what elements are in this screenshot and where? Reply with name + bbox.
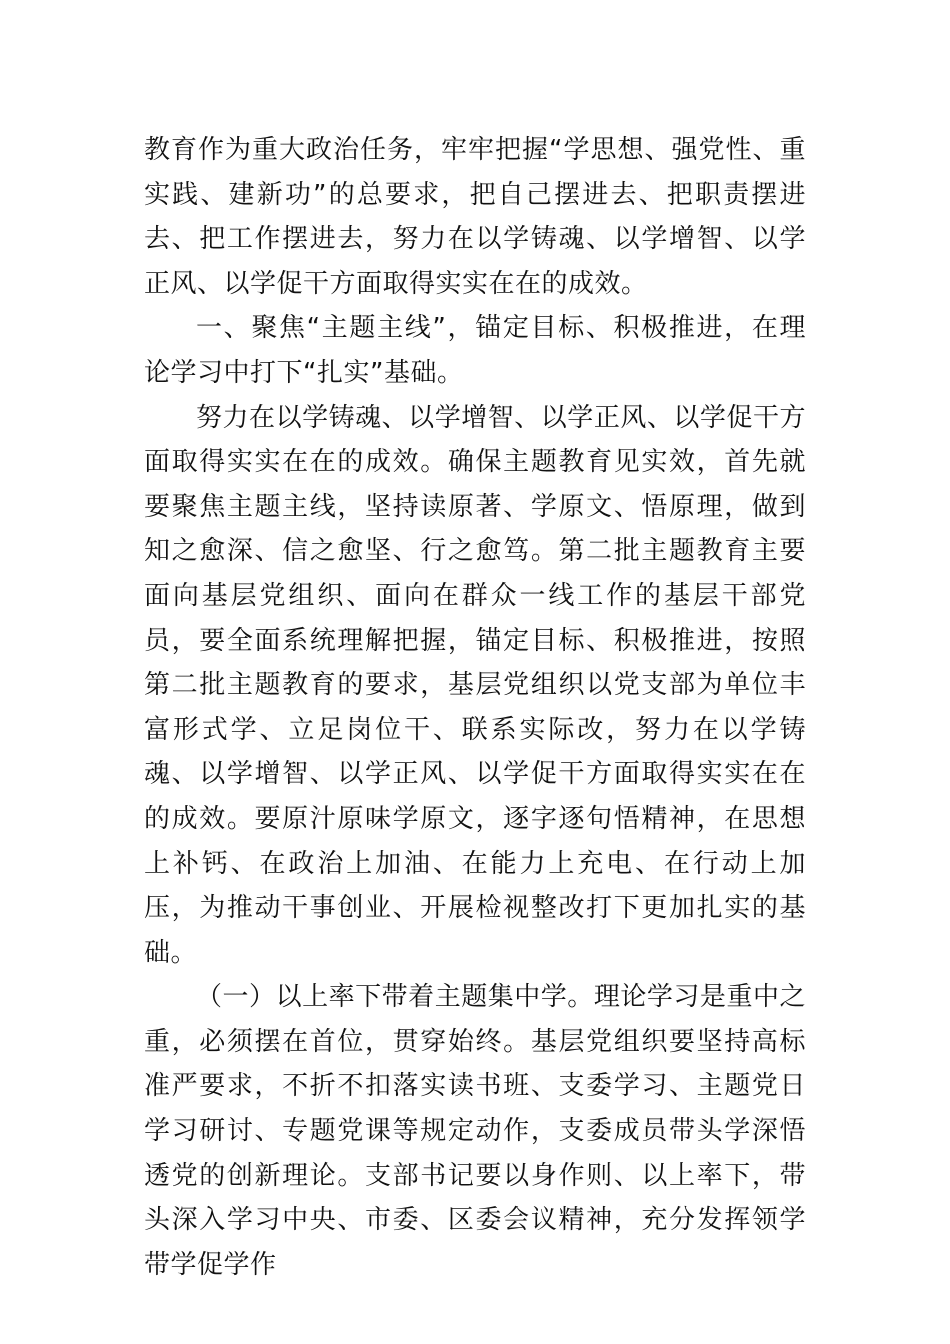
paragraph-body: 努力在以学铸魂、以学增智、以学正风、以学促干方面取得实实在在的成效。确保主题教育见实效，首先就要聚焦主题主线，坚持读原著、学原文、悟原理，做到知之愈深、信之愈坚、行之愈笃。第二批主题教育主要面向基层党组织、面向在群众一线工作的基层干部党员，要全面系统理解把握，锚定目标、积极推进，按照第二批主题教育的要求，基层党组织以党支部为单位丰富形式学、立足岗位干、联系实际改，努力在以学铸魂、以学增智、以学正风、以学促干方面取得实实在在的成效。要原汁原味学原文，逐字逐句悟精神，在思想上补钙、在政治上加油、在能力上充电、在行动上加压，为推动干事创业、开展检视整改打下更加扎实的基础。 (144, 402, 806, 968)
section-heading-1: 一、聚焦“主题主线”，锚定目标、积极推进，在理论学习中打下“扎实”基础。 (144, 313, 806, 388)
paragraph-continuation: 教育作为重大政治任务，牢牢把握“学思想、强党性、重实践、建新功”的总要求，把自己摆进去、把职责摆进去、把工作摆进去，努力在以学铸魂、以学增智、以学正风、以学促干方面取得实实在在的成效。 (144, 135, 806, 299)
document-body (144, 128, 806, 1287)
subsection-paragraph-1: （一）以上率下带着主题集中学。理论学习是重中之重，必须摆在首位，贯穿始终。基层党组织要坚持高标准严要求，不折不扣落实读书班、支委学习、主题党日学习研讨、专题党课等规定动作，支委成员带头学深悟透党的创新理论。支部书记要以身作则、以上率下，带头深入学习中央、市委、区委会议精神，充分发挥领学带学促学作 (144, 982, 806, 1280)
